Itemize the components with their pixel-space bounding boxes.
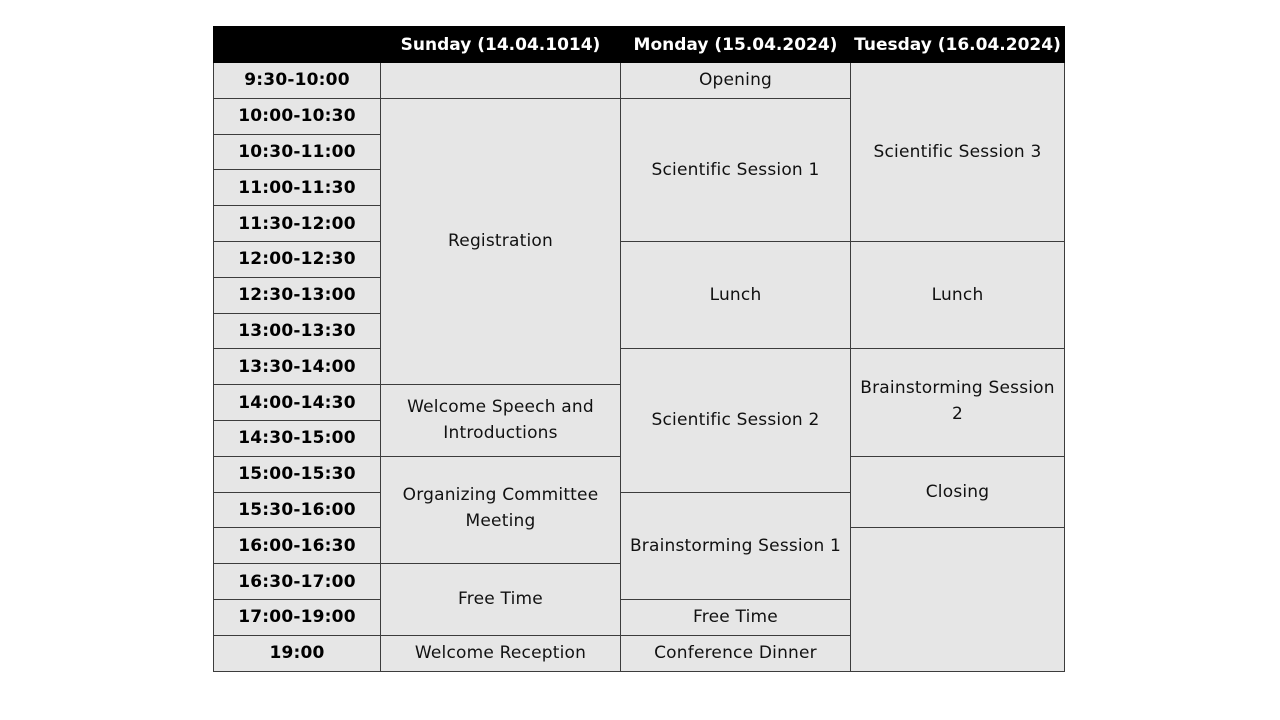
table-row	[214, 63, 1065, 99]
tuesday-scientific-session-3-cell: Scientific Session 3	[851, 63, 1065, 242]
time-slot: 9:30-10:00	[214, 63, 381, 99]
header-row	[214, 27, 1065, 63]
time-slot: 15:30-16:00	[214, 492, 381, 528]
time-slot: 13:30-14:00	[214, 349, 381, 385]
time-slot: 16:30-17:00	[214, 564, 381, 600]
sunday-organizing-committee-cell: Organizing Committee Meeting	[381, 456, 621, 563]
time-slot: 11:30-12:00	[214, 206, 381, 242]
time-slot: 12:30-13:00	[214, 277, 381, 313]
time-slot: 19:00	[214, 635, 381, 671]
time-slot: 16:00-16:30	[214, 528, 381, 564]
monday-scientific-session-2-cell: Scientific Session 2	[621, 349, 851, 492]
table-row	[214, 349, 1065, 385]
sunday-free-time-cell: Free Time	[381, 564, 621, 636]
monday-conference-dinner-cell: Conference Dinner	[621, 635, 851, 671]
time-slot: 15:00-15:30	[214, 456, 381, 492]
time-column-header	[214, 27, 381, 63]
time-slot: 12:00-12:30	[214, 241, 381, 277]
sunday-column-header: Sunday (14.04.1014)	[381, 27, 621, 63]
time-slot: 17:00-19:00	[214, 599, 381, 635]
sunday-empty-cell	[381, 63, 621, 99]
time-slot: 11:00-11:30	[214, 170, 381, 206]
monday-scientific-session-1-cell: Scientific Session 1	[621, 98, 851, 241]
conference-schedule-table	[213, 26, 1065, 672]
sunday-welcome-reception-cell: Welcome Reception	[381, 635, 621, 671]
time-slot: 14:00-14:30	[214, 385, 381, 421]
time-slot: 10:30-11:00	[214, 134, 381, 170]
tuesday-lunch-cell: Lunch	[851, 241, 1065, 348]
monday-opening-cell: Opening	[621, 63, 851, 99]
time-slot: 14:30-15:00	[214, 420, 381, 456]
sunday-welcome-speech-cell: Welcome Speech and Introductions	[381, 385, 621, 457]
monday-lunch-cell: Lunch	[621, 241, 851, 348]
monday-free-time-cell: Free Time	[621, 599, 851, 635]
monday-brainstorming-session-1-cell: Brainstorming Session 1	[621, 492, 851, 599]
tuesday-empty-evening-cell	[851, 528, 1065, 671]
table-row	[214, 241, 1065, 277]
time-slot: 13:00-13:30	[214, 313, 381, 349]
time-slot: 10:00-10:30	[214, 98, 381, 134]
monday-column-header: Monday (15.04.2024)	[621, 27, 851, 63]
tuesday-brainstorming-session-2-cell: Brainstorming Session 2	[851, 349, 1065, 456]
tuesday-column-header: Tuesday (16.04.2024)	[851, 27, 1065, 63]
sunday-registration-cell: Registration	[381, 98, 621, 384]
tuesday-closing-cell: Closing	[851, 456, 1065, 528]
